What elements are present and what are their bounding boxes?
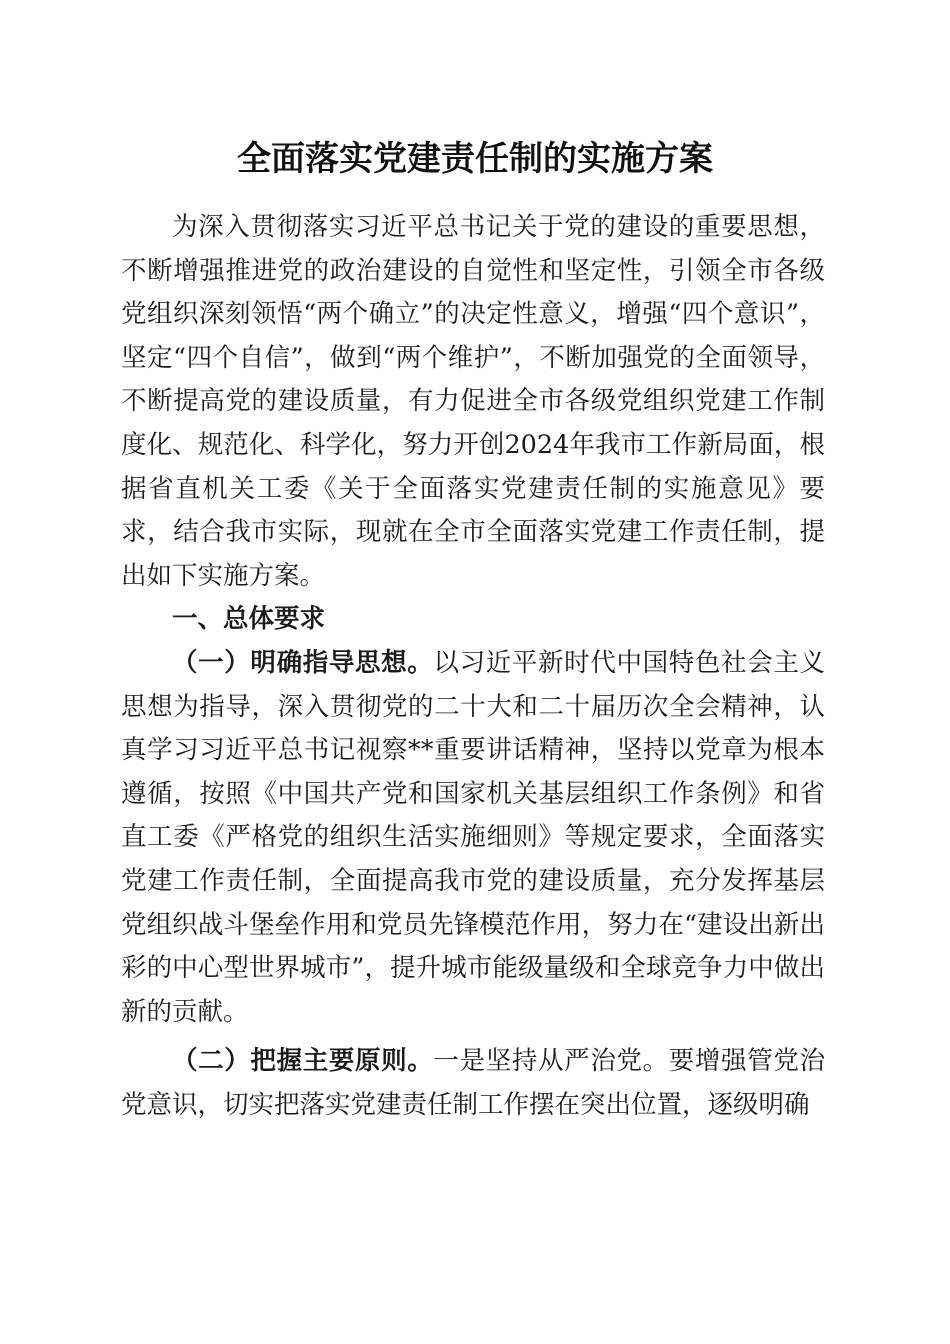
document-title: 全面落实党建责任制的实施方案 — [237, 139, 713, 179]
item-main-principles-paragraph — [121, 1040, 825, 1127]
document-body — [121, 206, 825, 1127]
item-main-principles-lead: （二）把握主要原则。 — [172, 1046, 434, 1077]
item-guiding-thought-text: 以习近平新时代中国特色社会主义思想为指导，深入贯彻党的二十大和二十届历次全会精神，认真学习习近平总书记视察**重要讲话精神，坚持以党章为根本遵循，按照《中国共产党和国家机关基层组织工作条例》和省直工委《严格党的组织生活实施细则》等规定要求，全面落实党建工作责任制，全面提高我市党的建设质量，充分发挥基层党组织战斗堡垒作用和党员先锋模范作用，努力在“建设出新出彩的中心型世界城市”，提升城市能级量级和全球竞争力中做出新的贡献。 — [121, 647, 825, 1027]
item-guiding-thought-paragraph — [121, 642, 825, 1034]
section-heading-overall-requirements: 一、总体要求 — [172, 604, 326, 635]
item-guiding-thought-lead: （一）明确指导思想。 — [172, 647, 434, 678]
intro-paragraph: 为深入贯彻落实习近平总书记关于党的建设的重要思想，不断增强推进党的政治建设的自觉性和坚定性，引领全市各级党组织深刻领悟“两个确立”的决定性意义，增强“四个意识”，坚定“四个自信”，做到“两个维护”，不断加强党的全面领导，不断提高党的建设质量，有力促进全市各级党组织党建工作制度化、规范化、科学化，努力开创2024年我市工作新局面，根据省直机关工委《关于全面落实党建责任制的实施意见》要求，结合我市实际，现就在全市全面落实党建工作责任制，提出如下实施方案。 — [121, 212, 825, 591]
item-main-principles-text: 一是坚持从严治党。要增强管党治党意识，切实把落实党建责任制工作摆在突出位置，逐级明确 — [121, 1046, 825, 1120]
